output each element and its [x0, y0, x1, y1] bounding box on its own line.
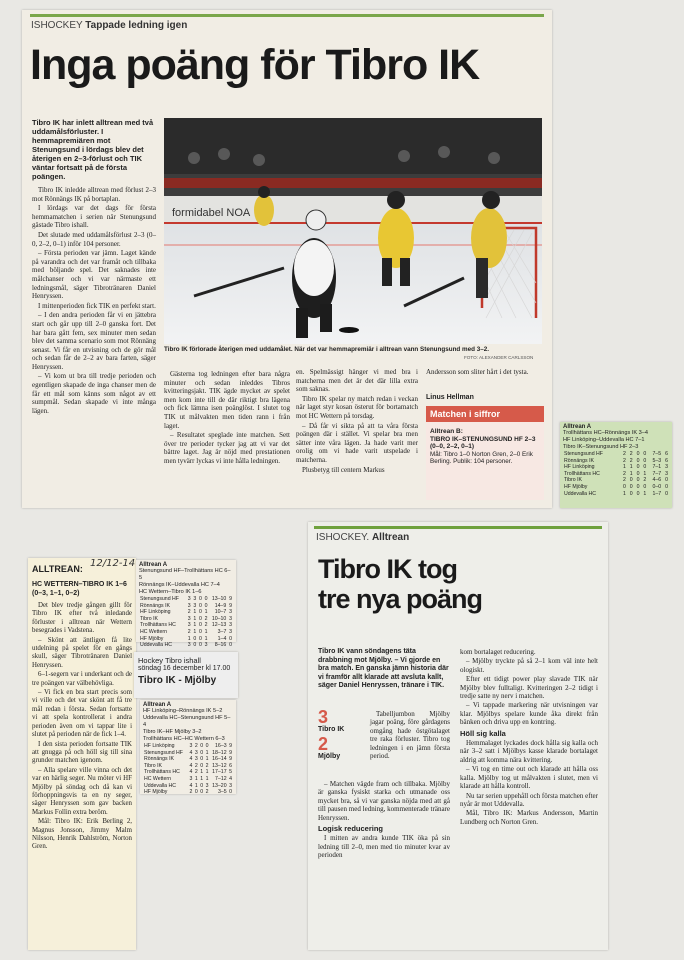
stat-cell: 16–3 — [215, 743, 227, 749]
stat-cell: 1 — [622, 490, 626, 497]
result-line: Tibro IK–HF Mjölby 3–2 — [143, 729, 202, 735]
byline: Linus Hellman — [426, 394, 474, 401]
announcement-venue: Hockey Tibro ishall — [138, 656, 201, 665]
factbox-title: Matchen i siffror — [426, 406, 544, 422]
stat-cell: 5 — [229, 769, 232, 776]
photo-credit: FOTO: ALEXANDER CARLSSON — [464, 355, 534, 360]
standings-table-2 — [136, 560, 236, 649]
kicker-section: ISHOCKEY. — [316, 532, 370, 543]
table-results — [143, 708, 233, 743]
team-cell: Tibro IK — [564, 477, 582, 484]
stat-cell: 0 — [229, 635, 232, 642]
table-row — [139, 642, 233, 649]
table-row — [143, 789, 233, 796]
stat-cell: 0 — [200, 743, 204, 749]
beside-score-text — [370, 710, 450, 761]
paragraph: – Vi tog en time out och klarade att hålla oss kalla. Mjölby tog ut målvakten i slutet, men vi klarade att hålla kontroll. — [460, 765, 598, 791]
stat-cell: 0 — [229, 642, 232, 649]
table-row — [563, 471, 669, 478]
table-title: Alltrean A — [139, 562, 168, 568]
stat-cell: 12–13 — [211, 622, 227, 629]
paragraph: Gästerna tog ledningen efter bara några minuter och sedan inleddes Tibros kvitteringsjakt. TIK ägde mycket av spelet men kom inte till de där riktigt bra lägena och fick lämna isen poänglöst. I slutet tog TIK ut målvakten men tiden rann i från laget. — [164, 370, 290, 430]
stat-cell: 3 — [187, 642, 191, 649]
paragraph: – I den andra perioden får vi en jättebra start och går upp till 2–0 ganska fort. Det har bara gått fem, sex minuter men sedan blev det samma scenario som mot Rönnäng senast. Vi får en utvisning och de gör mål och sedan får de 2–2 av bara farten, säger Henryssen. — [32, 311, 156, 371]
paragraph: I mittenperioden fick TIK en perfekt start. — [38, 301, 156, 310]
stat-cell: 1 — [200, 769, 204, 776]
score-away-team: Mjölby — [318, 753, 341, 760]
stat-cell: 0 — [636, 477, 640, 484]
stat-cell: 0 — [636, 451, 640, 457]
stat-cell: 0 — [629, 483, 633, 490]
stat-cell: 3 — [229, 782, 232, 789]
stat-cell: 4 — [189, 782, 193, 789]
stat-cell: 4–6 — [652, 477, 662, 484]
stat-cell: 2 — [622, 457, 626, 464]
stat-cell: 7–7 — [652, 470, 662, 477]
table-row — [563, 484, 669, 491]
clipping-tre-nya-poang — [308, 522, 608, 950]
paragraph: – Mjölby tryckte på så 2–1 kom väl inte helt ologiskt. — [460, 657, 598, 674]
paragraph: en. Spelmässigt hänger vi med bra i matcherna men det är det där lilla extra som saknas. — [296, 368, 418, 394]
stat-cell: 3 — [204, 642, 208, 649]
paragraph: Efter ett tidigt power play slavade TIK när Mjölby blev fulltaligt. Kvitteringen 2–2 tidigt i tredje satte ny nerv i matchen. — [460, 675, 598, 701]
team-cell: Tibro IK — [144, 762, 162, 769]
team-cell: Uddevalla HC — [564, 490, 597, 497]
stat-cell: 0 — [636, 457, 640, 464]
table-row — [563, 464, 669, 471]
stat-cell: 2 — [622, 451, 626, 457]
kicker-title: Alltrean — [371, 532, 410, 543]
stat-cell: 1 — [205, 756, 209, 763]
stat-cell: 3 — [665, 470, 668, 477]
stat-cell: 1 — [629, 464, 633, 471]
team-cell: HF Mjölby — [564, 483, 588, 490]
stat-cell: 14–9 — [214, 602, 227, 609]
paragraph: Mål: Tibro IK: Erik Berling 2, Magnus Jonsson, Jimmy Malm Nilsson, Henrik Dahlström, Norton Gren. — [32, 818, 132, 851]
kicker-bar — [30, 14, 544, 17]
table-row — [143, 769, 233, 776]
stat-cell: 0 — [198, 642, 202, 649]
stat-cell: 3–5 — [217, 789, 227, 796]
handwritten-date: 12/12-14 — [90, 558, 136, 569]
stat-cell: 0 — [665, 483, 668, 490]
stat-cell: 1 — [204, 609, 208, 616]
stat-cell: 4 — [189, 749, 193, 756]
paragraph: 6–1-segern var i underkant och de tre poängen var välbehövliga. — [32, 671, 132, 687]
stat-cell: 1 — [200, 775, 204, 782]
stat-cell: 1 — [205, 775, 209, 782]
table-row — [563, 458, 669, 465]
table-row — [139, 609, 233, 616]
stat-cell: 9 — [229, 596, 232, 602]
stat-cell: 9 — [229, 743, 232, 749]
table-row — [139, 636, 233, 643]
team-cell: Stenungsund HF — [140, 596, 179, 602]
stat-cell: 1 — [187, 635, 191, 642]
paragraph: I mitten av andra kunde TIK öka på sin ledning till 2–0, men med tio minuter kvar av perioden — [318, 834, 450, 860]
photo-caption: Tibro IK förlorade återigen med uddamålet. När det var hemmapremiär i alltrean vann Stenungsund med 3–2. — [164, 346, 489, 353]
stat-cell: 0 — [200, 789, 204, 796]
paragraph: I lördags var det dags för första hemmamatchen i serien när Stenungsund gästade Tibro ishall. — [32, 204, 156, 230]
stat-cell: 2 — [643, 477, 647, 484]
paragraph: – Vi fick en bra start precis som vi ville och det var skönt att få tre mål redan i första. Sedan fortsatte vi att spela kontrollerat i andra perioden även om vi tappar lite i slutet på perioden när de fick 1–4. — [32, 689, 132, 739]
stat-cell: 0 — [193, 635, 197, 642]
stat-cell: 3 — [229, 609, 232, 616]
score-home-number: 3 — [318, 707, 329, 727]
paragraph: – Skönt att äntligen få lite utdelning på spelet för en gångs skull, säger Tibrotränaren Daniel Henryssen. — [32, 636, 132, 669]
stat-cell: 0 — [204, 602, 208, 609]
stat-cell: 0 — [200, 762, 204, 769]
stat-cell: 0 — [665, 490, 668, 497]
stat-cell: 3 — [193, 602, 197, 609]
result-line: HF Linköping–Uddevalla HC 7–1 — [563, 437, 645, 443]
stat-cell: 0 — [198, 609, 202, 616]
stat-cell: 2 — [622, 477, 626, 484]
lead: Tibro IK vann söndagens täta drabbning mot Mjölby. – Vi gjorde en bra match. En ganska jämn historia där vi framför allt klarade att avsluta kallt, säger Daniel Henryssen, tränare i TIK. — [318, 648, 449, 690]
subheading: Logisk reducering — [318, 824, 384, 834]
stat-cell: 1 — [629, 470, 633, 477]
article2-body — [32, 602, 132, 853]
stat-cell: 0 — [198, 635, 202, 642]
stat-cell: 0 — [665, 477, 668, 484]
table-row — [143, 763, 233, 770]
paragraph: – Resultatet speglade inte matchen. Sett över tre perioder tycker jag att vi var det bättre laget. Jag är nöjd med prestationen men tyvärr lyckas vi inte hålla ledningen. — [164, 431, 290, 465]
result-line: Tibro IK–Stenungsund HF 2–3 — [563, 444, 639, 450]
stat-cell: 3 — [194, 756, 198, 763]
stat-cell: 1 — [204, 635, 208, 642]
stat-cell: 4 — [189, 762, 193, 769]
stat-cell: 1–7 — [652, 490, 662, 497]
stat-cell: 3 — [193, 596, 197, 602]
paragraph: Mål, Tibro IK: Markus Andersson, Martin Lundberg och Norton Gren. — [460, 809, 598, 826]
hockey-photo — [164, 118, 542, 344]
team-cell: Rönnängs IK — [140, 602, 170, 609]
stat-cell: 2 — [194, 743, 198, 749]
paragraph: Nu tar serien uppehåll och första matchen efter nyår är mot Uddevalla. — [460, 791, 598, 808]
table-rows — [563, 451, 669, 497]
stat-cell: 16–14 — [212, 756, 227, 763]
subheading: Höll sig kalla — [460, 728, 506, 738]
stat-cell: 1 — [193, 615, 197, 622]
paragraph: – Första perioden var jämn. Laget kände på varandra och det var framåt och tillbaka med böljande spel. Det saknades inte målchanser och vi var närmaste ett ledningsmål, säger Tibrotränaren Daniel Henryssen. — [32, 249, 156, 301]
stat-cell: 5–3 — [652, 457, 662, 464]
stat-cell: 0 — [636, 464, 640, 471]
stat-cell: 4 — [189, 756, 193, 763]
stat-cell: 3 — [229, 615, 232, 622]
team-cell: Stenungsund HF — [144, 749, 183, 756]
factbox — [426, 406, 544, 500]
stat-cell: 4 — [189, 769, 193, 776]
team-cell: Trollhättans HC — [144, 769, 180, 776]
stat-cell: 0 — [198, 622, 202, 629]
paragraph: – Då får vi sikta på att ta våra första poängen där i stället. Vi spelar bra men sätter inte våra lägen. Ja hade varit mer orolig om vi hade varit utspelade i matcherna. — [296, 421, 418, 464]
score-away-number: 2 — [318, 734, 329, 754]
stat-cell: 0 — [194, 789, 198, 796]
stat-cell: 0 — [629, 490, 633, 497]
column-4 — [426, 368, 544, 378]
table-row — [143, 783, 233, 790]
stat-cell: 0 — [204, 596, 208, 602]
table-row — [143, 776, 233, 783]
game-announcement — [134, 652, 238, 698]
stat-cell: 2 — [194, 769, 198, 776]
result-line: Stenungsund HF–Trollhättans HC 6–5 — [139, 568, 231, 581]
stat-cell: 0 — [200, 782, 204, 789]
stat-cell: 2 — [629, 451, 633, 457]
stat-cell: 2 — [189, 789, 193, 796]
paragraph: – Matchen vägde fram och tillbaka. Mjölby är ganska fysiskt starka och utmanade oss mycket bra, så vi var ganska nöjda med att gå till pausen med ledning, kommenterade tränare Henryssen. — [318, 780, 450, 822]
team-cell: HF Mjölby — [140, 635, 164, 642]
result-line: Trollhättans HC–Rönnängs IK 3–4 — [563, 430, 648, 436]
stat-cell: 0 — [643, 451, 647, 457]
team-cell: Trollhättans HC — [564, 470, 600, 477]
paragraph: Plusbetyg till centern Markus — [302, 465, 385, 474]
stat-cell: 2 — [187, 628, 191, 635]
factbox-match: TIBRO IK–STENUNGSUND HF 2–3 (0–0, 2–2, 0–1) — [430, 436, 536, 450]
stat-cell: 0 — [205, 743, 209, 749]
stat-cell: 3 — [187, 615, 191, 622]
stat-cell: 3 — [194, 749, 198, 756]
result-line: HF Linköping–Rönnängs IK 5–2 — [143, 708, 223, 714]
stat-cell: 1 — [643, 470, 647, 477]
stat-cell: 3 — [187, 602, 191, 609]
paragraph: – Vi kom ut bra till tredje perioden och egentligen skapade de inga chanser men de får ett mål som känns som något av ett sumpmål. Sedan skapade vi inte många lägen. — [32, 372, 156, 415]
team-cell: HF Linköping — [140, 609, 171, 616]
stat-cell: 1 — [204, 628, 208, 635]
stat-cell: 2 — [194, 762, 198, 769]
paragraph: I den sista perioden fortsatte TIK att gnugga på och höll sig till sina grunder matchen igenom. — [32, 740, 132, 765]
paragraph: Andersson som sliter hårt i det tysta. — [426, 368, 529, 376]
headline — [318, 554, 482, 614]
table-rows — [143, 743, 233, 796]
stat-cell: 8–16 — [214, 642, 227, 649]
team-cell: Trollhättans HC — [140, 622, 176, 629]
stat-cell: 7–12 — [215, 775, 227, 782]
stat-cell: 13–20 — [212, 782, 227, 789]
team-cell: HF Mjölby — [144, 789, 168, 796]
paragraph: Det slutade med uddamålsförlust 2–3 (0–0, 2–2, 0–1) inför 104 personer. — [32, 230, 156, 248]
stat-cell: 0 — [200, 756, 204, 763]
paragraph: – Alla spelare ville vinna och det var en härlig seger. Nu möter vi HF Mjölby på söndag och då kan vi förhoppningsvis ta en ny seger, säger Henryssen som gav backen Markus Follin extra beröm. — [32, 766, 132, 816]
stat-cell: 3 — [665, 464, 668, 471]
score-home-team: Tibro IK — [318, 726, 345, 733]
result-line: Rönnängs IK–Uddevalla HC 7–4 — [139, 582, 220, 588]
table-row — [143, 743, 233, 750]
table-row — [139, 616, 233, 623]
paragraph: Tabelljumbon Mjölby jagar poäng, före gårdagens omgång hade östgötalaget tre raka förluster. Tibro tog ledningen i en jämn första period. — [370, 710, 450, 761]
table-row — [563, 451, 669, 458]
kicker-section: ISHOCKEY — [31, 20, 83, 31]
announcement-match: Tibro IK - Mjölby — [138, 675, 217, 686]
stat-cell: 9 — [229, 602, 232, 609]
paragraph: Det blev tredje gången gillt för Tibro IK efter två inledande förluster i alltrean när Wettern besegrades i Vadstena. — [32, 602, 132, 635]
standings-table-3 — [140, 700, 236, 794]
stat-cell: 0 — [198, 596, 202, 602]
stat-cell: 10–10 — [211, 615, 227, 622]
stat-cell: 3 — [229, 622, 232, 629]
table-row — [139, 596, 233, 603]
paragraph: Hemmalaget lyckades dock hålla sig kalla och när 3–2 satt i Mjölbys kasse klarade bortalaget aldrig att komma nära kvittering. — [460, 739, 598, 764]
table-results — [139, 568, 233, 596]
stat-cell: 1 — [193, 609, 197, 616]
stat-cell: 1 — [193, 628, 197, 635]
stat-cell: 1 — [193, 622, 197, 629]
factbox-league: Alltrean B: — [430, 428, 463, 435]
team-cell: Rönnängs IK — [144, 756, 174, 763]
hockey-scene-image — [164, 118, 542, 344]
kicker-title: Tappade ledning igen — [85, 20, 188, 31]
table-row — [139, 622, 233, 629]
table-results — [563, 430, 669, 451]
result-line: Trollhättans HC–HC Wettern 6–3 — [143, 736, 225, 742]
stat-cell: 0–0 — [652, 483, 662, 490]
article3-column-1 — [318, 780, 450, 861]
stat-cell: 18–12 — [212, 749, 227, 756]
stat-cell: 6 — [229, 762, 232, 769]
team-cell: Stenungsund HF — [564, 451, 603, 457]
stat-cell: 3 — [189, 775, 193, 782]
table-title: Alltrean A — [143, 702, 172, 708]
stat-cell: 13–10 — [211, 596, 227, 602]
team-cell: Uddevalla HC — [144, 782, 177, 789]
stat-cell: 0 — [198, 602, 202, 609]
stat-cell: 0 — [229, 789, 232, 796]
team-cell: HC Wettern — [144, 775, 172, 782]
paragraph: – Vi tappade markering när utvisningen var klar. Mjölbys spelare kunde åka direkt från bänken och driva upp en kontring. — [460, 701, 598, 727]
team-cell: Rönnängs IK — [564, 457, 594, 464]
kicker — [316, 532, 409, 543]
headline: Inga poäng för Tibro IK — [30, 41, 480, 89]
column-3 — [296, 368, 418, 475]
team-cell: HF Linköping — [144, 743, 175, 749]
stat-cell: 0 — [643, 457, 647, 464]
team-cell: HF Linköping — [564, 464, 595, 471]
stat-cell: 6 — [665, 457, 668, 464]
team-cell: Uddevalla HC — [140, 642, 173, 649]
stat-cell: 2 — [629, 457, 633, 464]
column-1 — [32, 186, 156, 416]
photo-sign: formidabel NOA — [172, 207, 251, 219]
stat-cell: 2 — [204, 615, 208, 622]
article2-kicker — [32, 564, 83, 574]
clipping-wettern — [28, 558, 136, 950]
paragraph: Tibro IK spelar ny match redan i veckan när laget styr kosan österut för bortamatch mot HC Wettern på torsdag. — [296, 394, 418, 420]
stat-cell: 9 — [229, 756, 232, 763]
stat-cell: 0 — [629, 477, 633, 484]
kicker-bar — [314, 526, 602, 529]
kicker-label: ALLTREAN: — [32, 564, 83, 574]
stat-cell: 3 — [189, 743, 193, 749]
lead: Tibro IK har inlett alltrean med två uddamålsförluster. I hemmapremiären mot Stenungsund i lördags blev det återigen en 2–3-förlust och TIK väntar fortsatt på de första poängen. — [32, 118, 154, 181]
standings-table-1 — [560, 422, 672, 508]
stat-cell: 1 — [194, 775, 198, 782]
headline-line: Tibro IK tog — [318, 554, 457, 584]
stat-cell: 17–17 — [212, 769, 227, 776]
factbox-goals: Mål: Tibro 1–0 Norton Gren, 2–0 Erik Berling. Publik: 104 personer. — [430, 451, 533, 465]
table-row — [143, 750, 233, 757]
result-line: Uddevalla HC–Stenungsund HF 5–4 — [143, 715, 231, 728]
table-row — [563, 491, 669, 498]
stat-cell: 10–7 — [214, 609, 227, 616]
stat-cell: 1 — [205, 769, 209, 776]
paragraph: Tibro IK inledde alltrean med förlust 2–3 mot Rönnängs IK på bortaplan. — [32, 186, 156, 203]
stat-cell: 1 — [643, 490, 647, 497]
stat-cell: 2 — [205, 762, 209, 769]
clipping-inga-poang — [22, 10, 552, 508]
table-row — [143, 756, 233, 763]
stat-cell: 0 — [643, 483, 647, 490]
kicker — [31, 20, 187, 31]
stat-cell: 0 — [622, 483, 626, 490]
stat-cell: 0 — [193, 642, 197, 649]
paragraph: kom bortalaget reducering. — [460, 648, 536, 656]
stat-cell: 3 — [187, 596, 191, 602]
stat-cell: 0 — [636, 470, 640, 477]
stat-cell: 3 — [205, 782, 209, 789]
stat-cell: 6 — [665, 451, 668, 457]
headline-line: tre nya poäng — [318, 584, 483, 614]
stat-cell: 7–5 — [652, 451, 662, 457]
stat-cell: 3 — [229, 628, 232, 635]
stat-cell: 1 — [194, 782, 198, 789]
team-cell: Tibro IK — [140, 615, 158, 622]
stat-cell: 7–1 — [652, 464, 662, 471]
table-rows — [139, 596, 233, 649]
stat-cell: 3 — [187, 622, 191, 629]
team-cell: HC Wettern — [140, 628, 168, 635]
table-row — [563, 477, 669, 484]
result-line: HC Wettern–Tibro IK 1–6 — [139, 589, 202, 595]
table-row — [139, 629, 233, 636]
stat-cell: 2 — [204, 622, 208, 629]
stat-cell: 2 — [205, 789, 209, 796]
table-row — [139, 603, 233, 610]
stat-cell: 0 — [200, 749, 204, 756]
table-title: Alltrean A — [563, 424, 592, 430]
announcement-date: söndag 16 december kl 17.00 — [138, 665, 231, 672]
stat-cell: 2 — [622, 470, 626, 477]
article2-match: HC WETTERN–TIBRO IK 1–6 (0–3, 1–1, 0–2) — [32, 581, 127, 597]
column-2 — [164, 370, 290, 467]
stat-cell: 9 — [229, 749, 232, 756]
stat-cell: 0 — [636, 483, 640, 490]
stat-cell: 1–4 — [217, 635, 227, 642]
stat-cell: 13–12 — [212, 762, 227, 769]
stat-cell: 1 — [622, 464, 626, 471]
stat-cell: 0 — [636, 490, 640, 497]
stat-cell: 1 — [205, 749, 209, 756]
stat-cell: 0 — [198, 615, 202, 622]
article3-column-2 — [460, 648, 598, 827]
score-box — [318, 708, 366, 760]
stat-cell: 3–7 — [217, 628, 227, 635]
stat-cell: 2 — [187, 609, 191, 616]
stat-cell: 4 — [229, 775, 232, 782]
stat-cell: 0 — [198, 628, 202, 635]
stat-cell: 0 — [643, 464, 647, 471]
